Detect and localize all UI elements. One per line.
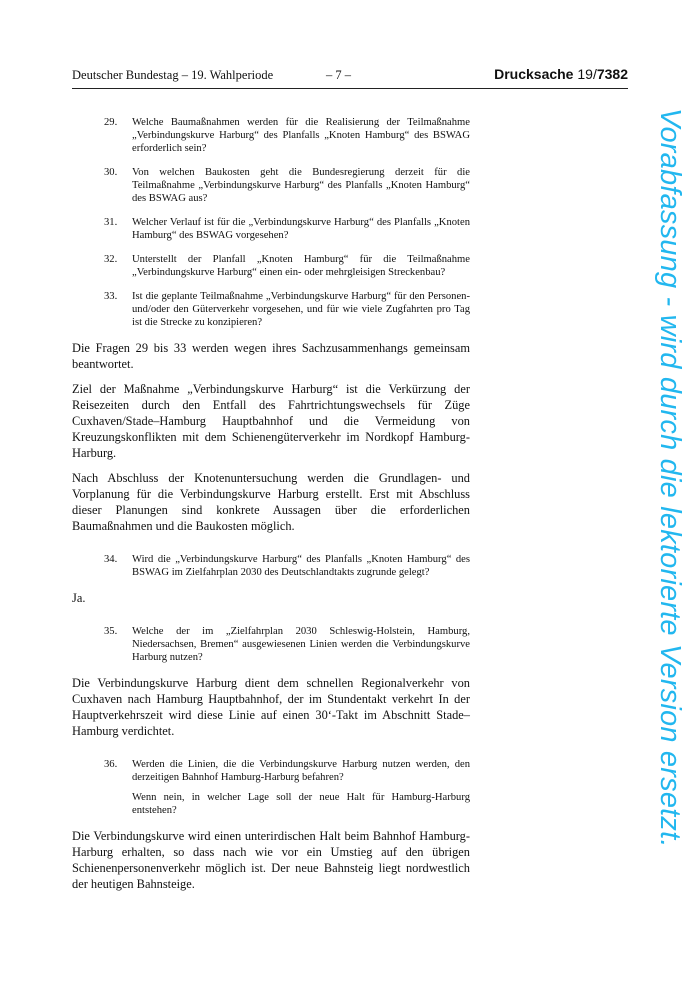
question-number: 31. xyxy=(104,217,118,228)
question-text: Von welchen Baukosten geht die Bundesregierung derzeit für die Teilmaßnahme „Verbindungskurve Harburg“ des Planfalls „Knoten Hamburg“ des BSWAG aus? xyxy=(132,167,470,204)
question-text: Welcher Verlauf ist für die „Verbindungskurve Harburg“ des Planfalls „Knoten Hamburg“ des BSWAG vorgesehen? xyxy=(132,217,470,241)
page-header xyxy=(72,68,628,89)
doc-period: 19/ xyxy=(577,66,597,82)
draft-watermark xyxy=(648,108,684,908)
question-text: Werden die Linien, die die Verbindungskurve Harburg nutzen werden, den derzeitigen Bahnhof Hamburg-Harburg befahren? xyxy=(132,759,470,783)
question-text: Ist die geplante Teilmaßnahme „Verbindungskurve Harburg“ für den Personen- und/oder den Güterverkehr vorgesehen, und für wie viele Zugfahrten pro Tag ist die Strecke zu konzipieren? xyxy=(132,291,470,328)
question-number: 33. xyxy=(104,291,118,302)
question-text: Wird die „Verbindungskurve Harburg“ des Planfalls „Knoten Hamburg“ des BSWAG im Zielfahrplan 2030 des Deutschlandtakts zugrunde gelegt? xyxy=(132,554,470,578)
answer-paragraph: Nach Abschluss der Knotenuntersuchung werden die Grundlagen- und Vorplanung für die Verbindungskurve Harburg erstellt. Erst mit Abschluss dieser Planungen sind konkrete Aussagen über die erforderlichen Baumaßnahmen und die Baukosten möglich. xyxy=(72,471,470,533)
question-number: 32. xyxy=(104,254,118,265)
question-number: 34. xyxy=(104,554,118,565)
question-33 xyxy=(72,290,470,329)
question-36 xyxy=(72,758,470,817)
question-29 xyxy=(72,116,470,155)
answer-paragraph: Die Verbindungskurve Harburg dient dem schnellen Regionalverkehr von Cuxhaven nach Hamburg Hauptbahnhof, der im Stundentakt verkehrt In der Hauptverkehrszeit wird diese Linie auf einen 30‘-Takt im Abschnitt Stade–Hamburg verdichtet. xyxy=(72,676,470,738)
question-30 xyxy=(72,166,470,205)
question-subtext: Wenn nein, in welcher Lage soll der neue Halt für Hamburg-Harburg entstehen? xyxy=(132,792,470,816)
question-text: Unterstellt der Planfall „Knoten Hamburg“ für die Teilmaßnahme „Verbindungskurve Harburg“ einen ein- oder mehrgleisigen Streckenbau? xyxy=(132,254,470,278)
page-number: – 7 – xyxy=(326,68,351,82)
header-parliament: Deutscher Bundestag – 19. Wahlperiode xyxy=(72,68,274,82)
question-31 xyxy=(72,216,470,242)
question-number: 30. xyxy=(104,167,118,178)
draft-notice-text: Vorabfassung - wird durch die lektorierte Version ersetzt. xyxy=(654,108,686,848)
question-32 xyxy=(72,253,470,279)
question-text: Welche der im „Zielfahrplan 2030 Schleswig-Holstein, Hamburg, Niedersachsen, Bremen“ ausgewiesenen Linien werden die Verbindungskurve Harburg nutzen? xyxy=(132,626,470,663)
question-number: 29. xyxy=(104,117,118,128)
question-34 xyxy=(72,553,470,579)
answer-paragraph: Die Fragen 29 bis 33 werden wegen ihres Sachzusammenhangs gemeinsam beantwortet. xyxy=(72,341,470,371)
doc-label: Drucksache xyxy=(494,66,574,82)
question-number: 35. xyxy=(104,626,118,637)
question-text: Welche Baumaßnahmen werden für die Realisierung der Teilmaßnahme „Verbindungskurve Harburg“ des Planfalls „Knoten Hamburg“ des BSWAG erforderlich sein? xyxy=(132,117,470,154)
document-body xyxy=(72,116,470,901)
question-35 xyxy=(72,625,470,664)
document-number xyxy=(494,66,628,82)
answer-paragraph: Ziel der Maßnahme „Verbindungskurve Harburg“ ist die Verkürzung der Reisezeiten durch den Entfall des Fahrtrichtungswechsels für Züge Cuxhaven/Stade–Hamburg Hauptbahnhof und die Vermeidung von Kreuzungskonflikten mit dem Schienengüterverkehr im Nordkopf Hamburg-Harburg. xyxy=(72,382,470,460)
answer-paragraph: Die Verbindungskurve wird einen unterirdischen Halt beim Bahnhof Hamburg-Harburg erhalten, so dass nach wie vor ein Umstieg auf den übrigen Schienenpersonenverkehr möglich ist. Der neue Bahnsteig liegt nordwestlich der heutigen Bahnsteige. xyxy=(72,829,470,891)
doc-number: 7382 xyxy=(596,66,628,82)
question-number: 36. xyxy=(104,759,118,770)
answer-paragraph: Ja. xyxy=(72,591,86,605)
